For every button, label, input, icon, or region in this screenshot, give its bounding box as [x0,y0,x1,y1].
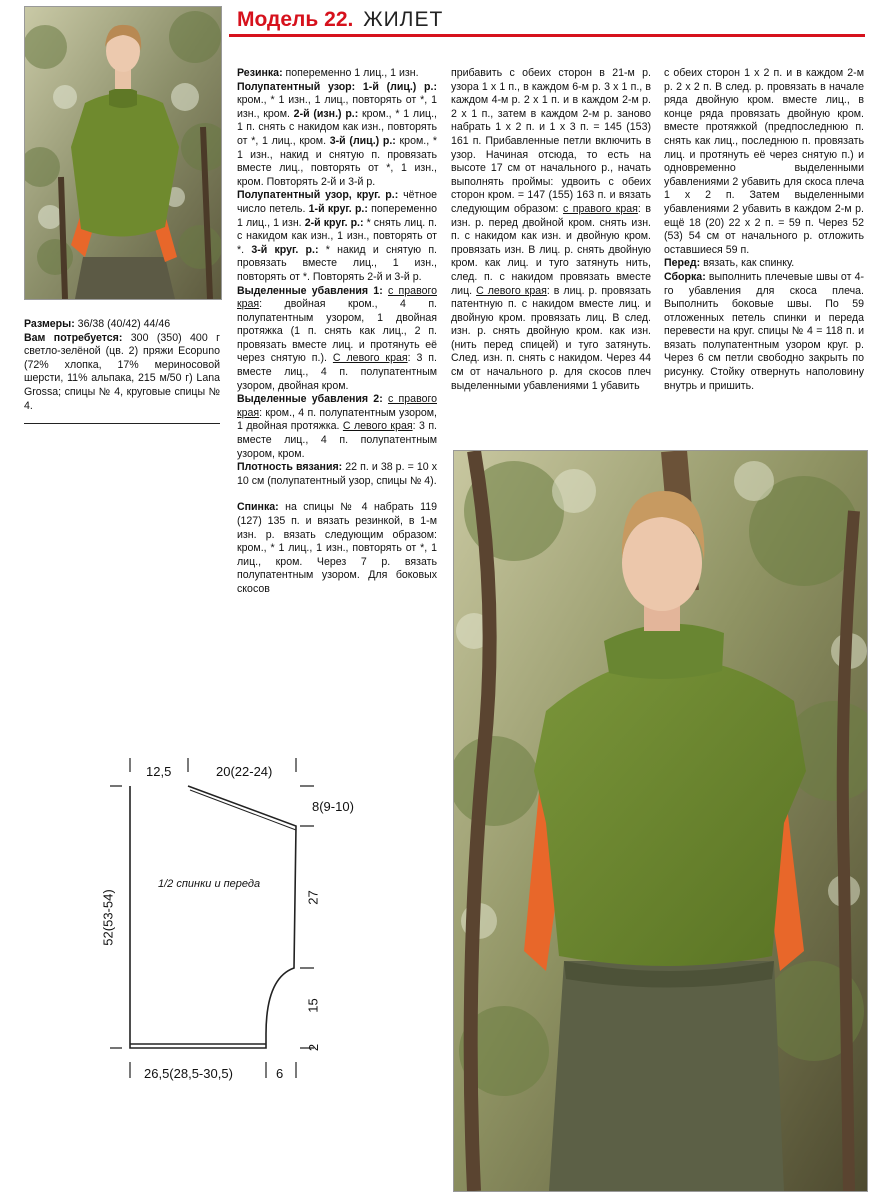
schematic-diagram [100,750,380,1095]
decrease2-text-2: : 3 п. вместе лиц., 4 п. полупатентным узором, кром. [237,420,437,460]
model-photo-small [24,6,222,300]
armhole-right-edge: с правого края [562,202,638,215]
back-paragraph [237,501,437,596]
back-continued-text-3: : в лиц. р. провязать патентную п. с накидом вместе лиц. и двойную кром. провязать лиц. В след. изн. р. снять двойную кром. как изн. (нить перед спицей) и туго затянуть. След. изн. п. снять с накидом. Через 44 см от начального р. для скосов плеч выделенными убавлениями 1 убавить [451,284,651,392]
assembly-paragraph [664,271,864,393]
decrease2-right-edge: с правого края [237,393,437,419]
decrease1-text-2: : 3 п. вместе лиц., 4 п. полупатентным узором, двойная кром. [237,352,437,392]
rib-text: попеременно 1 лиц., 1 изн. [282,67,419,79]
pattern-row2-label: 2-й (изн.) р.: [289,107,359,120]
specs-bottom-rule [24,423,220,424]
pattern-row3-label: 3-й (лиц.) р.: [326,134,396,147]
decrease1-paragraph [237,285,437,394]
instructions-column-3 [664,67,864,393]
instructions-column-2 [451,67,651,393]
pattern-round-text-3: * снять лиц. п. с накидом как изн., 1 изн., повторять от *. [237,216,437,256]
decrease1-right-edge: с правого края [237,284,437,311]
sizes-label: Размеры: [24,318,75,330]
sizes-line [24,318,220,332]
armhole-left-edge: С левого края [476,284,547,297]
pattern-round-text-2: попеременно 1 лиц., 1 изн. [237,202,437,229]
assembly-text: выполнить плечевые швы от 4-го убавления для скоса плеча. Выполнить боковые швы. По 59 отложенных петель спинки и переда перевести на круг. спицы № 4 = 118 п. и вязать полупатентным узором круг. р. Через 6 см петли свободно закрыть по рисунку. Стойку отвернуть наполовину внутрь и пришить. [664,270,864,392]
back-continued-text-1: прибавить с обеих сторон в 21-м р. узора 1 x 1 п., в каждом 6-м р. 3 x 1 п., в каждом 4-м р. 2 x 1 п. и в каждом 2-м р. 2 x 1 п., затем в каждом 2-м р. заново набрать 1 x 2 п. и 1 x 3 п. = 145 (153) 161 п. Прибавленные петли включить в узор. Начиная отсюда, то есть на высоте 17 см от начального р., начать выполнять проймы: удвоить с обеих сторон кром. = 147 (155) 163 п. и вязать следующим образом: [451,67,651,215]
dim-total-height: 52(53-54) [100,889,116,946]
pattern-round-text-1: чётное число петель. [237,189,438,215]
back-continued-paragraph [451,67,651,393]
pattern-text-1: кром., * 1 изн., 1 лиц., повторять от *, 1 изн., кром. [237,94,437,120]
sizes-value: 36/38 (40/42) 44/46 [74,318,171,330]
pattern-round-text-4: * накид и снятую п. провязать вместе лиц., 1 изн., повторять от *. Повторять 2-й и 3-й р. [237,243,437,283]
gauge-paragraph [237,461,437,488]
garment-title: ЖИЛЕТ [363,8,444,31]
decrease2-text-1: : кром., 4 п. полупатентным узором, 1 двойная протяжка. [237,406,437,433]
decrease1-label: Выделенные убавления 1: [237,284,383,297]
decrease1-left-edge: С левого края [332,352,408,365]
dim-side: 15 [305,998,321,1013]
back-label: Спинка: [237,501,279,514]
gauge-text: 22 п. и 38 р. = 10 x 10 см (полупатентный узор, спицы № 4). [237,461,437,487]
pattern-text-3: кром., * 1 изн., накид и снятую п. провязать вместе лиц., повторять от *, 1 изн., кром. Повторять 2-й и 3-й р. [237,134,437,188]
header-red-rule [229,34,865,37]
specs-block [24,318,220,413]
pattern-paragraph [237,81,437,190]
model-photo-large [453,450,868,1192]
pattern-round-label: Полупатентный узор, круг. р.: [237,189,399,202]
page-title [237,8,443,32]
decrease1-text-1: : двойная кром., 4 п. полупатентным узором, 1 двойная протяжка (1 п. снять как лиц., 2 п. провязать вместе лиц. и протянуть её через снятую п.). [237,298,437,365]
dim-bottom-right: 6 [276,1066,284,1081]
pattern-text-2: кром., * 1 лиц., 1 п. снять с накидом как изн., повторять от *, 1 лиц., кром. [237,107,437,147]
shoulder-paragraph [664,67,864,257]
instructions-column-1 [237,67,437,597]
materials-value: 300 (350) 400 г светло-зелёной (цв. 2) пряжи Ecopuno (72% хлопка, 17% мериносовой шерсти, 11% альпака, 215 м/50 г) Lana Grossa; спицы № 4, круговые спицы № 4. [24,331,220,412]
front-paragraph [664,257,864,271]
assembly-label: Сборка: [664,270,706,283]
pattern-round-r1-label: 1-й круг. р.: [305,202,368,215]
back-continued-text-2: : в изн. р. перед двойной кром. снять изн. п. с накидом как изн. и двойную кром. провязать изн. В лиц. р. снять двойную кром. как лиц. и туго затянуть нить, след. п. с накидом провязать вместе лиц. [451,202,651,297]
pattern-round-paragraph [237,189,437,284]
schematic-inner-label: 1/2 спинки и переда [158,878,261,890]
dim-armhole: 27 [305,890,321,905]
model-number: Модель 22. [237,8,354,31]
dim-top-right: 20(22-24) [216,764,273,779]
front-label: Перед: [664,257,701,270]
dim-top-left: 12,5 [146,764,172,779]
decrease2-left-edge: С левого края [342,420,413,433]
pattern-label: Полупатентный узор: 1-й (лиц.) р.: [237,80,437,93]
rib-paragraph [237,67,437,81]
shoulder-text: с обеих сторон 1 x 2 п. и в каждом 2-м р. 2 x 2 п. В след. р. провязать в начале ряда двойную кром. вместе лиц., в конце ряда провязать двойную кром. вместе протяжкой (предпоследнюю п. снять как лиц., последнюю п. провязать лиц. и протянуть её через снятую п.) и одновременно выделенными убавлениями 2 убавить для скоса плеча 1 x 2 п. Затем выделенными убавлениями 2 убавить в каждом 2-м р. ещё 18 (20) 22 x 2 п. = 59 п. Через 52 (53) 54 см от начального р. отложить оставшиеся 59 п. [664,67,864,256]
decrease2-label: Выделенные убавления 2: [237,393,383,406]
back-text: на спицы № 4 набрать 119 (127) 135 п. и вязать резинкой, в 1-м изн. р. вязать следующим образом: кром., * 1 лиц., 1 изн., повторять от *, 1 лиц., кром. Через 7 р. вязать полупатентным узором. Для боковых скосов [237,501,437,595]
front-text: вязать, как спинку. [700,257,795,270]
gauge-label: Плотность вязания: [237,461,343,474]
materials-label: Вам потребуется: [24,331,123,344]
rib-label: Резинка: [237,67,283,79]
pattern-round-r3-label: 3-й круг. р.: [244,243,319,256]
decrease2-paragraph [237,393,437,461]
dim-shoulder: 8(9-10) [312,799,354,814]
materials-line [24,332,220,414]
dim-bottom-left: 26,5(28,5-30,5) [144,1066,233,1081]
dim-hem: 2 [306,1043,322,1052]
pattern-round-r2-label: 2-й круг. р.: [301,216,364,229]
